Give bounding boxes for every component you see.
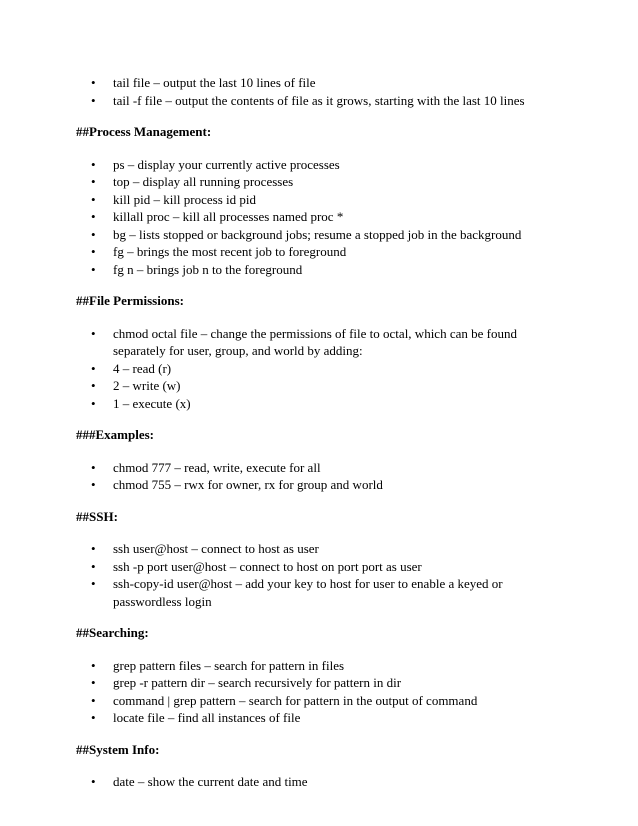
bullet-icon: •: [91, 558, 96, 574]
list-item: [0, 74, 638, 92]
bullet-icon: •: [91, 774, 96, 789]
list-item-text: fg – brings the most recent job to foreground: [113, 244, 347, 259]
list-item: [0, 674, 638, 692]
bullet-icon: •: [91, 156, 96, 172]
list-item: [0, 173, 638, 191]
heading-ssh: ##SSH:: [76, 508, 118, 524]
list-item-text: fg n – brings job n to the foreground: [113, 261, 303, 277]
list-item: [0, 92, 638, 110]
heading-system-info: ##System Info:: [76, 741, 160, 757]
list-item-text: chmod octal file – change the permissions of file to octal, which can be found separately for user, group, and world by adding:: [113, 325, 517, 358]
bullet-icon: •: [91, 75, 96, 90]
bullet-icon: •: [91, 261, 96, 277]
list-item: [0, 657, 638, 675]
list-item-text: chmod 755 – rwx for owner, rx for group and world: [113, 477, 383, 492]
list-item-text: locate file – find all instances of file: [113, 710, 301, 725]
list-item-text: ps – display your currently active processes: [113, 156, 340, 172]
list-item: [0, 575, 638, 610]
bullet-icon: •: [91, 459, 96, 475]
bullet-icon: •: [91, 209, 96, 224]
list-item: [0, 709, 638, 727]
heading-process-management: ##Process Management:: [76, 124, 212, 139]
list-searching: [0, 657, 638, 727]
bullet-icon: •: [91, 675, 96, 690]
heading-file-permissions: ##File Permissions:: [76, 293, 184, 308]
list-item: [0, 692, 638, 710]
list-item-text: bg – lists stopped or background jobs; resume a stopped job in the background: [113, 226, 522, 242]
list-item: [0, 325, 638, 360]
bullet-icon: •: [91, 692, 96, 708]
list-tail-commands: [0, 74, 638, 109]
bullet-icon: •: [91, 477, 96, 492]
bullet-icon: •: [91, 325, 96, 341]
bullet-icon: •: [91, 576, 96, 591]
list-process-management: [0, 156, 638, 279]
list-item-text: kill pid – kill process id pid: [113, 191, 256, 207]
list-item-text: ssh-copy-id user@host – add your key to host for user to enable a keyed or passwordless login: [113, 576, 503, 609]
list-item-text: tail -f file – output the contents of file as it grows, starting with the last 10 lines: [113, 92, 525, 108]
bullet-icon: •: [91, 244, 96, 259]
list-examples: [0, 459, 638, 494]
list-item: [0, 191, 638, 209]
list-item-text: 2 – write (w): [113, 378, 181, 393]
list-item-text: grep pattern files – search for pattern in files: [113, 657, 345, 673]
list-item: [0, 360, 638, 378]
bullet-icon: •: [91, 92, 96, 108]
list-system-info: [0, 773, 638, 791]
list-item: [0, 377, 638, 395]
list-item-text: grep -r pattern dir – search recursively for pattern in dir: [113, 675, 402, 690]
list-item-text: ssh -p port user@host – connect to host on port port as user: [113, 558, 422, 574]
list-file-permissions: [0, 325, 638, 413]
bullet-icon: •: [91, 710, 96, 725]
list-item-text: 4 – read (r): [113, 360, 172, 376]
list-item: [0, 226, 638, 244]
list-item: [0, 540, 638, 558]
list-item: [0, 208, 638, 226]
list-item-text: chmod 777 – read, write, execute for all: [113, 459, 321, 475]
list-item: [0, 773, 638, 791]
bullet-icon: •: [91, 191, 96, 207]
list-item: [0, 476, 638, 494]
list-item: [0, 261, 638, 279]
list-item: [0, 459, 638, 477]
list-item: [0, 558, 638, 576]
list-item-text: command | grep pattern – search for pattern in the output of command: [113, 692, 478, 708]
heading-examples: ###Examples:: [76, 427, 154, 442]
bullet-icon: •: [91, 226, 96, 242]
bullet-icon: •: [91, 360, 96, 376]
list-item-text: tail file – output the last 10 lines of file: [113, 75, 316, 90]
bullet-icon: •: [91, 395, 96, 411]
list-item: [0, 156, 638, 174]
list-item-text: top – display all running processes: [113, 174, 294, 189]
list-item-text: date – show the current date and time: [113, 774, 308, 789]
list-item: [0, 395, 638, 413]
bullet-icon: •: [91, 378, 96, 393]
list-item-text: killall proc – kill all processes named proc *: [113, 209, 344, 224]
list-item: [0, 243, 638, 261]
list-item-text: 1 – execute (x): [113, 395, 191, 411]
bullet-icon: •: [91, 174, 96, 189]
bullet-icon: •: [91, 541, 96, 556]
bullet-icon: •: [91, 657, 96, 673]
list-item-text: ssh user@host – connect to host as user: [113, 541, 319, 556]
document-body: [0, 74, 638, 791]
list-ssh: [0, 540, 638, 610]
heading-searching: ##Searching:: [76, 625, 149, 640]
